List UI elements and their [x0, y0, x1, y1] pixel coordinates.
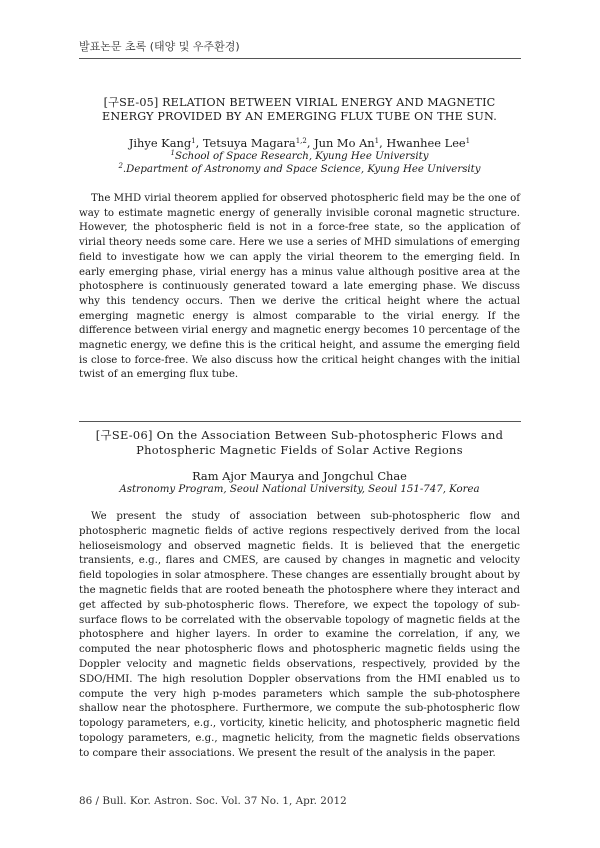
author-separator: ,: [306, 136, 315, 150]
affiliation: [79, 163, 520, 176]
author-name: Tetsuya Magara: [202, 136, 296, 150]
abstract-se-06: [79, 428, 520, 762]
page-footer: 86 / Bull. Kor. Astron. Soc. Vol. 37 No. 1, Apr. 2012: [79, 795, 347, 807]
affiliation-text: School of Space Research, Kyung Hee University: [174, 151, 429, 162]
author-list: Ram Ajor Maurya and Jongchul Chae: [192, 469, 407, 483]
author-affiliation-mark: 1,2: [295, 137, 307, 145]
author-name: Jun Mo An: [314, 136, 375, 150]
author-affiliation-mark: 1: [191, 137, 196, 145]
abstract-se-05: [79, 96, 520, 383]
author-separator: ,: [195, 136, 203, 150]
abstract-body: The MHD virial theorem applied for observed photospheric field may be the one of way to estimate magnetic energy of generally invisible coronal magnetic structure. However, the photospheric field is not in a force-free state, so the application of virial theory needs some care. Here we use a series of MHD simulations of emerging field to investigate how we can apply the virial theorem to the emerging field. In early emerging phase, virial energy has a minus value although positive area at the photosphere is continuously generated toward a late emerging phase. We discuss why this tendency occurs. Then we derive the critical height where the actual emerging magnetic energy is almost comparable to the virial energy. If the difference between virial energy and magnetic energy becomes 10 percentage of the magnetic energy, we define this is the critical height, and assume the emerging field is close to force-free. We also discuss how the critical height changes with the initial twist of an emerging flux tube.: [79, 193, 520, 381]
running-header: 발표논문 초록 (태양 및 우주환경): [79, 40, 240, 53]
affiliation-text: .Department of Astronomy and Space Science, Kyung Hee University: [122, 164, 481, 175]
affiliation-mark: 1: [170, 149, 175, 157]
section-divider: [79, 421, 521, 422]
author-list: [79, 136, 520, 150]
abstract-title: [구SE-05] RELATION BETWEEN VIRIAL ENERGY AND MAGNETIC ENERGY PROVIDED BY AN EMERGING FLUX TUBE ON THE SUN.: [102, 96, 497, 123]
author-separator: ,: [379, 136, 387, 150]
abstract-title: [구SE-06] On the Association Between Sub-photospheric Flows and Photospheric Magnetic Fields of Solar Active Regions: [95, 428, 504, 457]
abstract-body: We present the study of association between sub-photospheric flow and photospheric magnetic fields of active regions respectively derived from the local helioseismology and observed magnetic fields. It is believed that the energetic transients, e.g., flares and CMES, are caused by changes in magnetic and velocity field topologies in solar atmosphere. These changes are essentially brought about by the magnetic fields that are rooted beneath the photosphere where they interact and get affected by sub-photospheric flows. Therefore, we expect the topology of sub-surface flows to be correlated with the observable topology of magnetic fields at the photosphere and higher layers. In order to examine the correlation, if any, we computed the near photospheric flows and photospheric magnetic fields using the Doppler velocity and magnetic fields observations, respectively, provided by the SDO/HMI. The high resolution Doppler observations from the HMI enabled us to compute the very high p-modes parameters which sample the sub-photosphere shallow near the photosphere. Furthermore, we compute the sub-photospheric flow topology parameters, e.g., vorticity, kinetic helicity, and photospheric magnetic field topology parameters, e.g., magnetic helicity, from the magnetic fields observations to compare their associations. We present the result of the analysis in the paper.: [79, 511, 520, 759]
author-affiliation-mark: 1: [465, 137, 471, 145]
affiliation: [79, 150, 520, 163]
author-affiliation-mark: 1: [374, 137, 380, 145]
author-name: Jihye Kang: [128, 136, 192, 150]
header-divider: [79, 58, 521, 59]
affiliation: Astronomy Program, Seoul National University, Seoul 151-747, Korea: [119, 484, 480, 495]
affiliation-mark: 2: [118, 162, 123, 170]
author-name: Hwanhee Lee: [386, 136, 466, 150]
